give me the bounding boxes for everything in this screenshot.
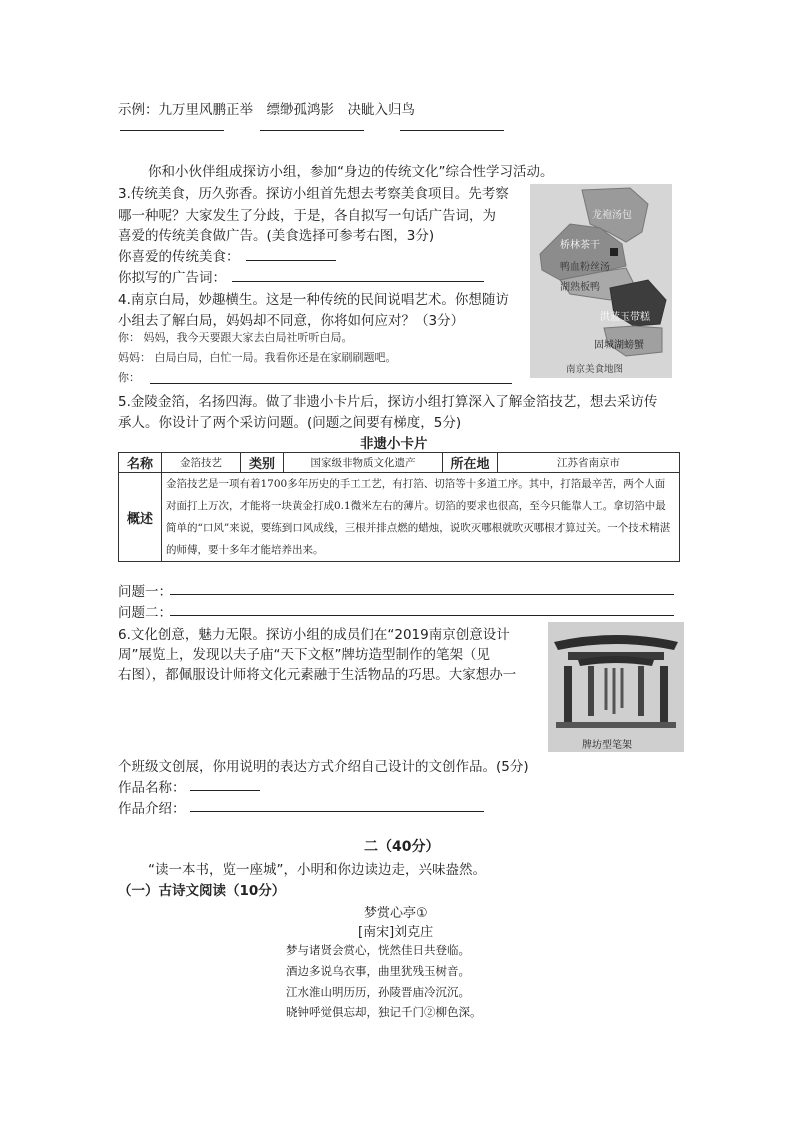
header-overview: 概述 (119, 473, 162, 562)
poem-author: [南宋]刘克庄 (358, 925, 434, 940)
q6-line-3: 右图），都佩服设计师将文化元素融于生活物品的巧思。大家想办一 (118, 667, 517, 683)
poem-title: 梦赏心亭① (364, 906, 428, 921)
map-label-6: 固城湖螃蟹 (594, 340, 644, 351)
archway-shape (548, 622, 684, 732)
q3-line-1: 3.传统美食，历久弥香。探访小组首先想去考察美食项目。先考察 (118, 186, 509, 202)
question1-blank[interactable] (170, 594, 674, 595)
section2-intro: “读一本书，览一座城”，小明和你边读边走，兴味盎然。 (148, 862, 486, 878)
q4-answer-blank[interactable] (150, 383, 512, 384)
q3-fav-label: 你喜爱的传统美食： (118, 249, 240, 265)
q4-dialog-1: 你： 妈妈，我今天要跟大家去白局社听听白局。 (118, 331, 353, 344)
example-line: 示例：九万里风鹏正举 缥缈孤鸿影 决眦入归鸟 (118, 102, 415, 118)
map-caption: 南京美食地图 (566, 364, 624, 375)
section2-title: 二（40分） (364, 839, 440, 855)
archway-caption: 牌坊型笔架 (582, 740, 632, 751)
poem-line-3: 江水淮山明历历，孙陵晋庙冷沉沉。 (286, 985, 470, 999)
work-intro-blank[interactable] (190, 811, 484, 812)
q4-dialog-2: 妈妈： 白局白局，白忙一局。我看你还是在家刷刷题吧。 (118, 351, 397, 364)
card-title: 非遗小卡片 (360, 436, 428, 452)
q3-ad-label: 你拟写的广告词： (118, 270, 226, 286)
q4-line-1: 4.南京白局，妙趣横生。这是一种传统的民间说唱艺术。你想随访 (118, 292, 509, 308)
food-map-image (530, 184, 672, 378)
q4-line-2: 小组去了解白局，妈妈却不同意，你将如何应对？（3分） (118, 313, 465, 329)
q5-line-2: 承人。你设计了两个采访问题。(问题之间要有梯度，5分) (118, 415, 462, 431)
value-location: 江苏省南京市 (498, 453, 680, 473)
work-intro-label: 作品介绍： (118, 801, 186, 817)
q6-line-1: 6.文化创意，魅力无限。探访小组的成员们在“2019南京创意设计 (118, 627, 510, 643)
value-category: 国家级非物质文化遗产 (284, 453, 443, 473)
q3-line-2: 哪一种呢？大家发生了分歧，于是，各自拟写一句话广告词，为 (118, 208, 496, 224)
map-label-4: 湖熟板鸭 (560, 282, 600, 293)
example-blank-3[interactable] (400, 130, 504, 131)
header-category: 类别 (241, 453, 284, 473)
header-name: 名称 (119, 453, 162, 473)
section2-sub: （一）古诗文阅读（10分） (118, 883, 286, 899)
value-name: 金箔技艺 (162, 453, 241, 473)
question2-label: 问题二： (118, 605, 172, 621)
q3-fav-blank[interactable] (246, 260, 336, 261)
map-label-3: 鸭血粉丝汤 (560, 262, 610, 273)
q6-line-4: 个班级文创展，你用说明的表达方式介绍自己设计的文创作品。(5分) (118, 759, 529, 775)
map-label-1: 龙袍汤包 (592, 210, 632, 221)
q3-ad-blank[interactable] (232, 281, 484, 282)
question2-blank[interactable] (170, 615, 674, 616)
q5-line-1: 5.金陵金箔，名扬四海。做了非遗小卡片后，探访小组打算深入了解金箔技艺，想去采访传 (118, 394, 658, 410)
overview-text: 金箔技艺是一项有着1700多年历史的手工工艺，有打箔、切箔等十多道工序。其中，打箔最辛苦，两个人面对面打上万次，才能将一块黄金打成0.1微米左右的薄片。切箔的要求也很高，至今只能靠人工。拿切箔中最简单的“口风”来说，要练到口风成线，三根并排点燃的蜡烛，说吹灭哪根就吹灭哪根才算过关。一个技术精湛的师傅，要十多年才能培养出来。 (162, 473, 680, 562)
q6-line-2: 周”展览上，发现以夫子庙“天下文枢”牌坊造型制作的笔架（见 (118, 647, 490, 663)
example-blank-2[interactable] (260, 130, 364, 131)
map-label-5: 洪蓝玉带糕 (600, 312, 650, 323)
poem-line-1: 梦与诸贤会赏心，恍然佳日共登临。 (286, 943, 470, 957)
poem-line-4: 晓钟呼觉俱忘却，独记千门②柳色深。 (286, 1005, 482, 1019)
work-name-blank[interactable] (190, 790, 260, 791)
archway-pen-holder-image (548, 622, 684, 752)
question1-label: 问题一： (118, 584, 172, 600)
header-location: 所在地 (443, 453, 498, 473)
heritage-card (118, 452, 680, 562)
q4-answer-label: 你： (118, 371, 140, 384)
example-blank-1[interactable] (120, 130, 224, 131)
poem-line-2: 酒边多说乌衣事，曲里犹残玉树音。 (286, 964, 470, 978)
work-name-label: 作品名称： (118, 780, 186, 796)
q3-line-3: 喜爱的传统美食做广告。(美食选择可参考右图，3分) (118, 228, 435, 244)
map-label-2: 桥林茶干 (560, 240, 600, 251)
intro-text: 你和小伙伴组成探访小组，参加“身边的传统文化”综合性学习活动。 (148, 164, 554, 180)
